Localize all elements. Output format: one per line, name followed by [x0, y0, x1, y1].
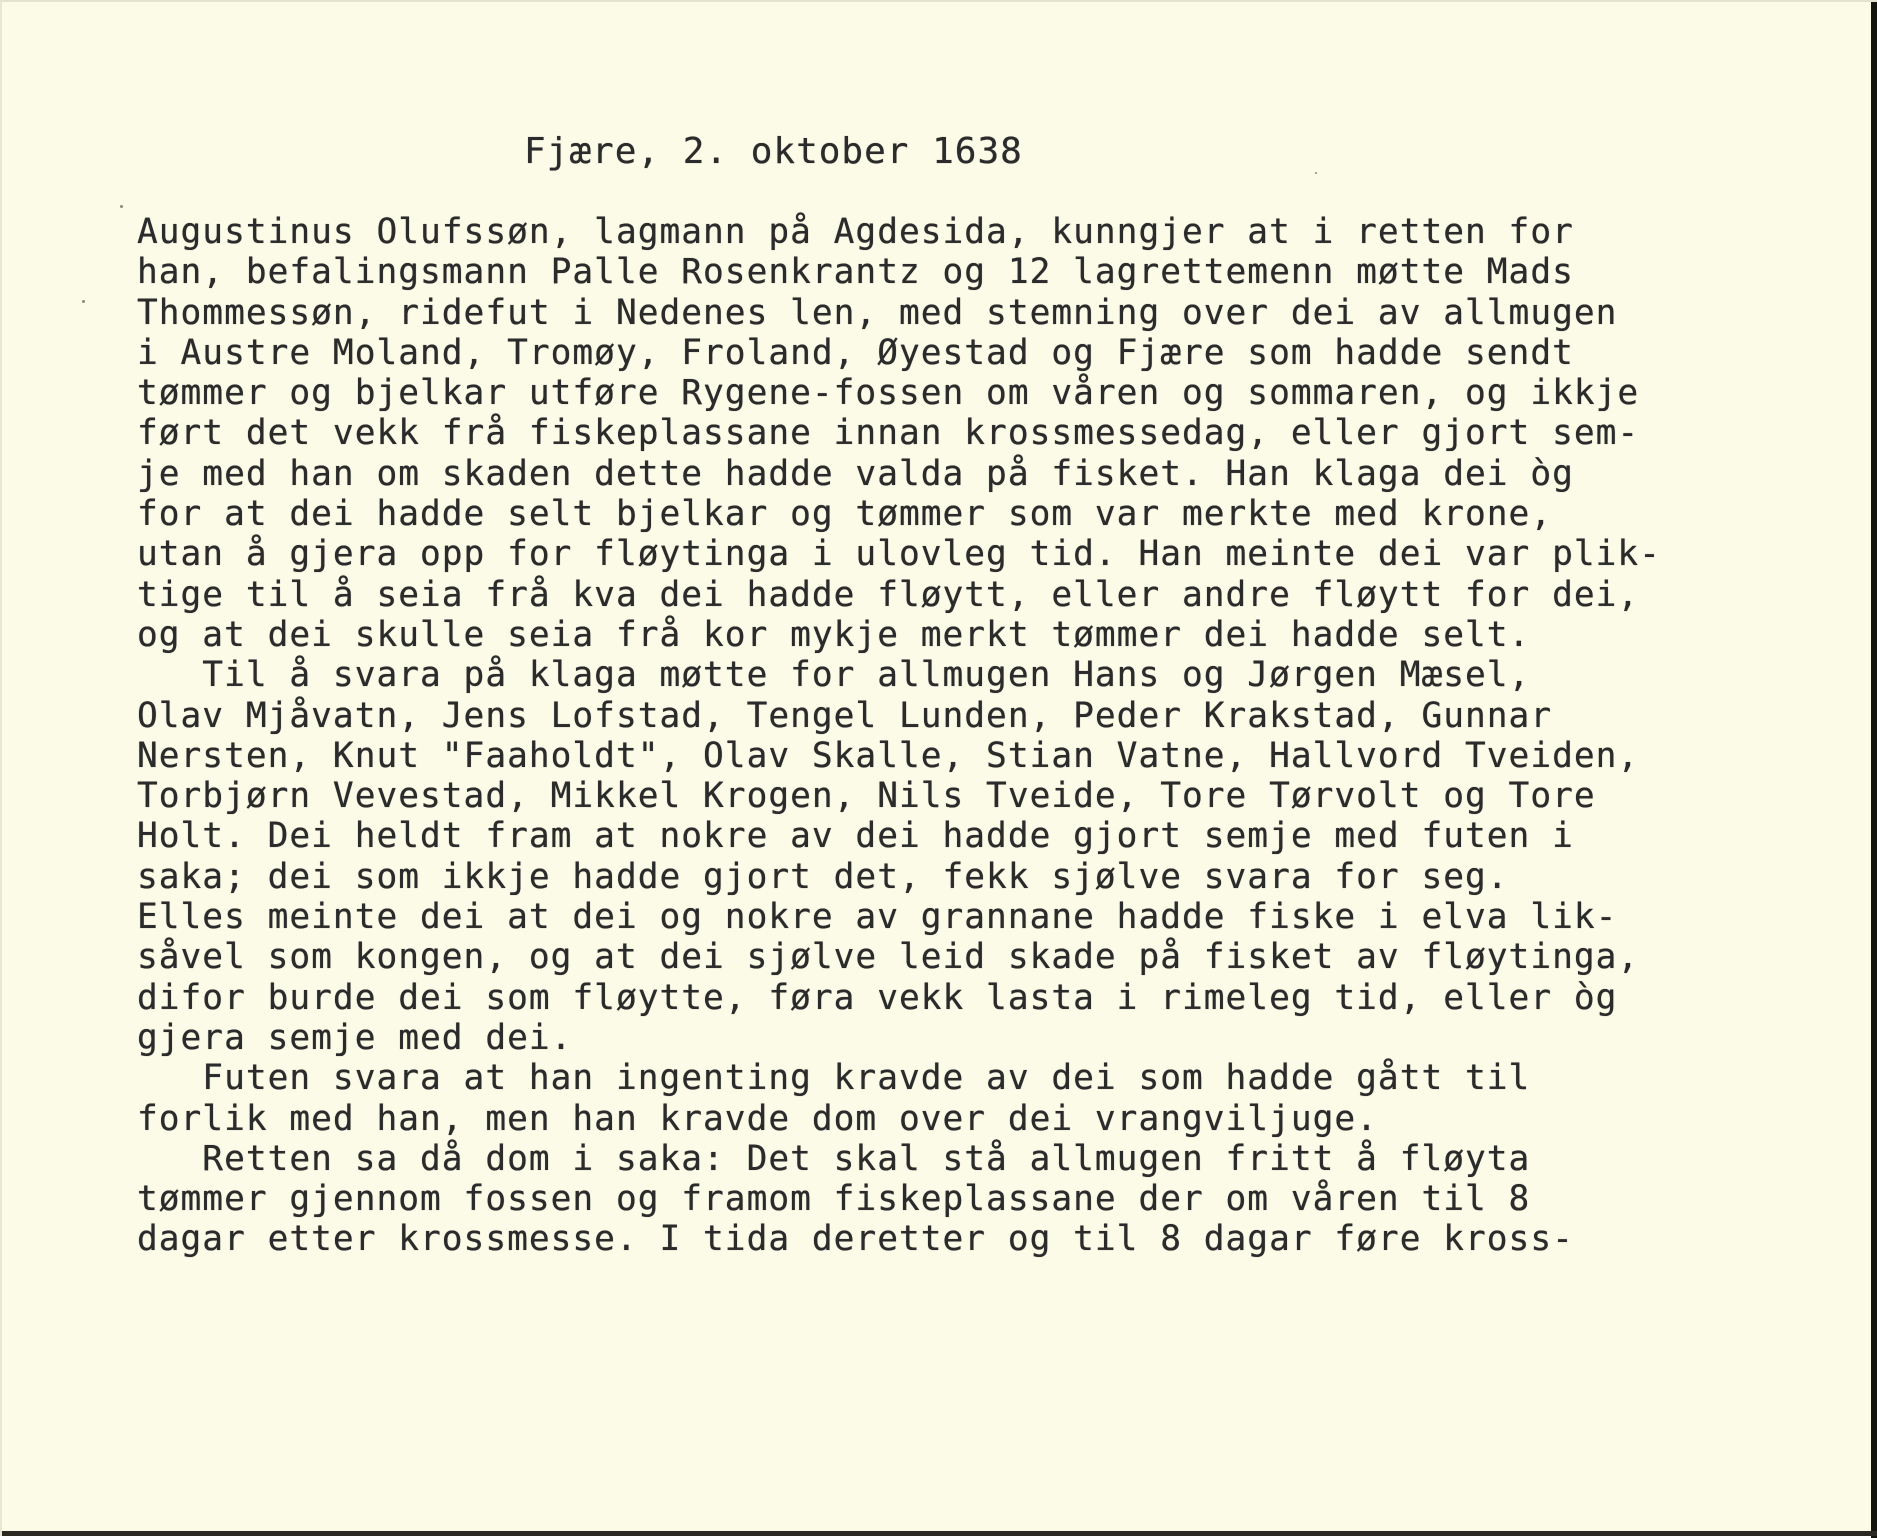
body-line: han, befalingsmann Palle Rosenkrantz og 12 lagrettemenn møtte Mads — [137, 252, 1574, 293]
paper-speck — [82, 300, 85, 303]
body-line: saka; dei som ikkje hadde gjort det, fekk sjølve svara for seg. — [137, 856, 1509, 897]
body-line: i Austre Moland, Tromøy, Froland, Øyestad og Fjære som hadde sendt — [137, 332, 1574, 373]
body-line: Torbjørn Vevestad, Mikkel Krogen, Nils Tveide, Tore Tørvolt og Tore — [137, 776, 1596, 817]
document-body — [137, 212, 1857, 1260]
body-line: Elles meinte dei at dei og nokre av grannane hadde fiske i elva lik- — [137, 897, 1618, 938]
body-line: og at dei skulle seia frå kor mykje merkt tømmer dei hadde selt. — [137, 614, 1531, 655]
paper-speck — [120, 205, 123, 208]
body-line: Olav Mjåvatn, Jens Lofstad, Tengel Lunden, Peder Krakstad, Gunnar — [137, 695, 1553, 736]
body-line: Augustinus Olufssøn, lagmann på Agdesida, kunngjer at i retten for — [137, 212, 1574, 252]
card-edge-shadow — [1871, 2, 1877, 1538]
body-line: je med han om skaden dette hadde valda på fisket. Han klaga dei òg — [137, 453, 1574, 494]
body-line: difor burde dei som fløytte, føra vekk lasta i rimeleg tid, eller òg — [137, 977, 1618, 1018]
body-line: Nersten, Knut "Faaholdt", Olav Skalle, Stian Vatne, Hallvord Tveiden, — [137, 735, 1640, 776]
body-line: dagar etter krossmesse. I tida deretter og til 8 dagar føre kross- — [137, 1219, 1574, 1260]
body-line: tømmer gjennom fossen og framom fiskeplassane der om våren til 8 — [137, 1179, 1531, 1220]
document-heading: Fjære, 2. oktober 1638 — [524, 131, 1023, 172]
body-line: tige til å seia frå kva dei hadde fløytt, eller andre fløytt for dei, — [137, 574, 1640, 615]
body-line: ført det vekk frå fiskeplassane innan krossmessedag, eller gjort sem- — [137, 413, 1640, 454]
body-line: Til å svara på klaga møtte for allmugen Hans og Jørgen Mæsel, — [137, 655, 1531, 696]
body-line: gjera semje med dei. — [137, 1017, 573, 1058]
body-line: Futen svara at han ingenting kravde av dei som hadde gått til — [137, 1058, 1531, 1099]
body-line: tømmer og bjelkar utføre Rygene-fossen om våren og sommaren, og ikkje — [137, 373, 1640, 414]
body-line: for at dei hadde selt bjelkar og tømmer som var merkte med krone, — [137, 494, 1553, 535]
body-line: såvel som kongen, og at dei sjølve leid skade på fisket av fløytinga, — [137, 937, 1640, 978]
body-line: utan å gjera opp for fløytinga i ulovleg tid. Han meinte dei var plik- — [137, 534, 1661, 575]
body-line: Retten sa då dom i saka: Det skal stå allmugen fritt å fløyta — [137, 1138, 1531, 1179]
card-edge-shadow — [2, 1531, 1877, 1536]
paper-speck — [1315, 172, 1317, 174]
body-line: forlik med han, men han kravde dom over dei vrangviljuge. — [137, 1098, 1378, 1139]
body-line: Holt. Dei heldt fram at nokre av dei hadde gjort semje med futen i — [137, 816, 1574, 857]
body-line: Thommessøn, ridefut i Nedenes len, med stemning over dei av allmugen — [137, 292, 1618, 333]
